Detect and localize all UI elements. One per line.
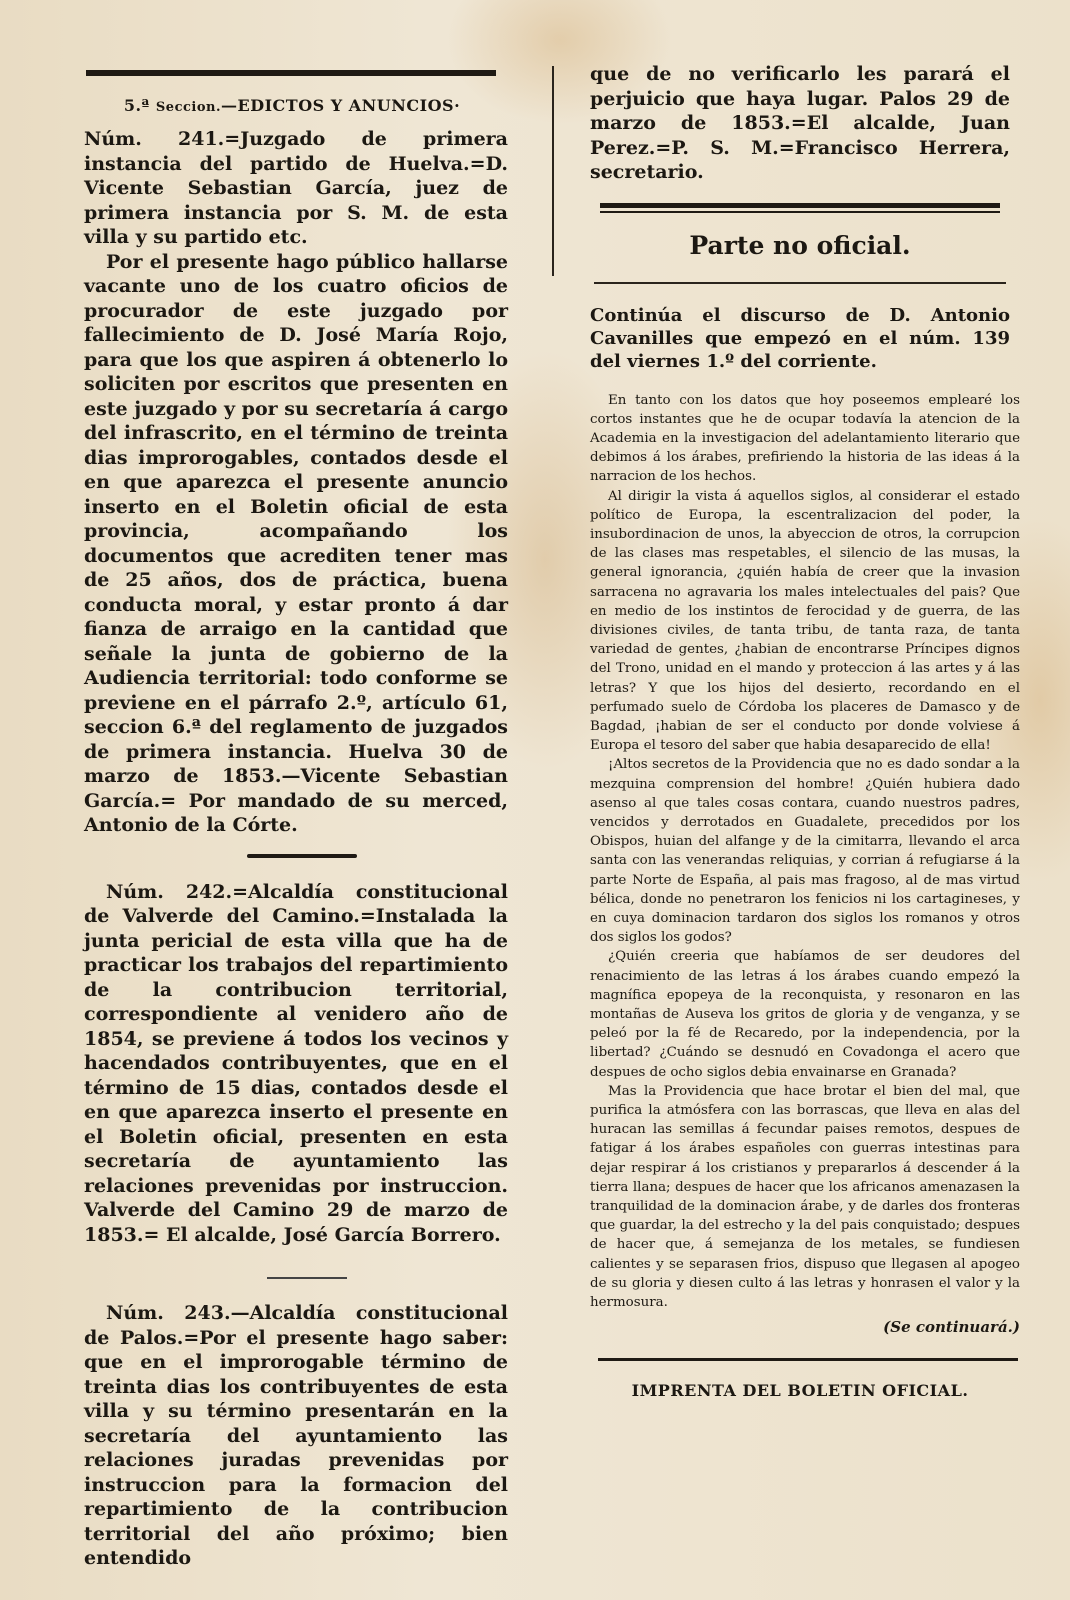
column-divider <box>552 66 554 276</box>
notice-241-heading: Núm. 241.=Juzgado de primera instancia del partido de Huelva.=D. Vicente Sebastian García, juez de primera instancia por S. M. de esta villa y su partido etc. <box>84 128 508 248</box>
section-header <box>82 96 502 115</box>
notice-243-body: Núm. 243.—Alcaldía constitucional de Palos.=Por el presente hago saber: que en el improrogable término de treinta dias los contribuyentes de esta villa y su término presentarán en la secretaría del ayuntamiento las relaciones juradas prevenidas por instruccion para la formacion del repartimiento de la contribucion territorial del año próximo; bien entendido <box>84 1302 508 1569</box>
notice-242-body: Núm. 242.=Alcaldía constitucional de Valverde del Camino.=Instalada la junta pericial de esta villa que ha de practicar los trabajos del repartimiento de la contribucion territorial, correspondiente al venidero año de 1854, se previene á todos los vecinos y hacendados contribuyentes, que en el término de 15 dias, contados desde el en que aparezca inserto el presente en el Boletin oficial, presenten en esta secretaría de ayuntamiento las relaciones prevenidas por instruccion. Valverde del Camino 29 de marzo de 1853.= El alcalde, José García Borrero. <box>84 880 508 1246</box>
section-number: 5.ª <box>123 96 150 115</box>
section-label: Seccion. <box>155 100 221 115</box>
thin-rule <box>594 282 1006 284</box>
discourse-paragraph: Al dirigir la vista á aquellos siglos, al considerar el estado político de Europa, la escentralizacion del poder, la insubordinacion de unos, la abyeccion de otros, la corrupcion de las clases mas respetables, el silencio de las musas, la general ignorancia, ¿quién había de creer que la invasion sarracena no agravaria los males intelectuales del pais? Que en medio de los instintos de ferocidad y de guerra, de las divisiones civiles, de tanta tribu, de tanta raza, de tanta variedad de gentes, ¿habian de encontrarse Príncipes dignos del Trono, unidad en el mando y proteccion á las artes y á las letras? Y que los hijos del desierto, recordando en el perfumado suelo de Córdoba los placeres de Damasco y de Bagdad, ¡habian de ser el conducto por donde volviese á Europa el tesoro del saber que habia desaparecido de ella! <box>590 488 1020 754</box>
discourse-paragraph: En tanto con los datos que hoy poseemos emplearé los cortos instantes que he de ocupar todavía la atencion de la Academia en la investigacion del adelantamiento literario que debimos á los árabes, prefiriendo la historia de las ideas á la narracion de los hechos. <box>590 392 1020 485</box>
discourse-paragraph: ¿Quién creeria que habíamos de ser deudores del renacimiento de las letras á los árabes cuando empezó la magnífica epopeya de la reconquista, y resonaron en las montañas de Auseva los gritos de gloria y de venganza, y se peleó por la fé de Recaredo, por la independencia, por la libertad? ¿Cuándo se desnudó en Covadonga el acero que despues de ocho siglos debia envainarse en Granada? <box>590 949 1020 1080</box>
notice-241-body: Por el presente hago público hallarse vacante uno de los cuatro oficios de procurador de este juzgado por fallecimiento de D. José María Rojo, para que los que aspiren á obtenerlo lo soliciten por escritos que presenten en este juzgado y por su secretaría á cargo del infrascrito, en el término de treinta dias improrogables, contados desde el en que aparezca el presente anuncio inserto en el Boletin oficial de esta provincia, acompañando los documentos que acrediten tener mas de 25 años, dos de práctica, buena conducta moral, y estar pronto á dar fianza de arraigo en la cantidad que señale la junta de gobierno de la Audiencia territorial: todo conforme se previene en el párrafo 2.º, artículo 61, seccion 6.ª del reglamento de juzgados de primera instancia. Huelva 30 de marzo de 1853.—Vicente Sebastian García.= Por mandado de su merced, Antonio de la Córte. <box>84 250 508 836</box>
left-column <box>82 62 522 1571</box>
imprenta-footer: IMPRENTA DEL BOLETIN OFICIAL. <box>631 1381 969 1401</box>
continued-note: (Se continuará.) <box>883 1318 1020 1337</box>
discourse-paragraph: ¡Altos secretos de la Providencia que no es dado sondar a la mezquina comprension del hombre! ¿Quién hubiera dado asenso al que tales cosas contara, cuando nuestros padres, vencidos y derrotados en Guadalete, precedidos por los Obispos, huian del alfange y de la cimitarra, llevando el arca santa con las venerandas reliquias, y corrian á refugiarse á la parte Norte de España, al pais mas fragoso, al de mas virtud bélica, donde no penetraron los fenicios ni los cartagineses, y en cuya dominacion tardaron dos siglos los romanos y otros dos siglos los godos? <box>590 757 1020 946</box>
discourse-intro: Continúa el discurso de D. Antonio Cavanilles que empezó en el núm. 139 del viernes 1.º del corriente. <box>590 304 1010 372</box>
discourse-paragraph: Mas la Providencia que hace brotar el bien del mal, que purifica la atmósfera con las borrascas, que lleva en alas del huracan las semillas á fecundar paises remotos, despues de fatigar á los árabes españoles con guerras intestinas para dejar respirar á los cristianos y prepararlos á descender á la tierra llana; despues de hacer que los africanos amenazasen la tranquilidad de la dominacion árabe, y de darles dos fronteras que guardar, la del estrecho y la del pais conquistado; despues de hacer que, á semejanza de los metales, se fundiesen calientes y se separasen frios, dispuso que llegasen al apogeo de su gloria y diesen culto á las letras y honrasen el valor y la hermosura. <box>590 1083 1020 1311</box>
section-title: —EDICTOS Y ANUNCIOS· <box>221 96 461 115</box>
right-column <box>590 62 1030 1400</box>
double-rule <box>600 203 1000 213</box>
notice-243-continuation: que de no verificarlo les parará el perjuicio que haya lugar. Palos 29 de marzo de 1853.=El alcalde, Juan Perez.=P. S. M.=Francisco Herrera, secretario. <box>590 63 1010 183</box>
bottom-rule <box>598 1358 1018 1361</box>
top-rule <box>86 70 496 76</box>
parte-no-oficial-title: Parte no oficial. <box>689 230 911 260</box>
